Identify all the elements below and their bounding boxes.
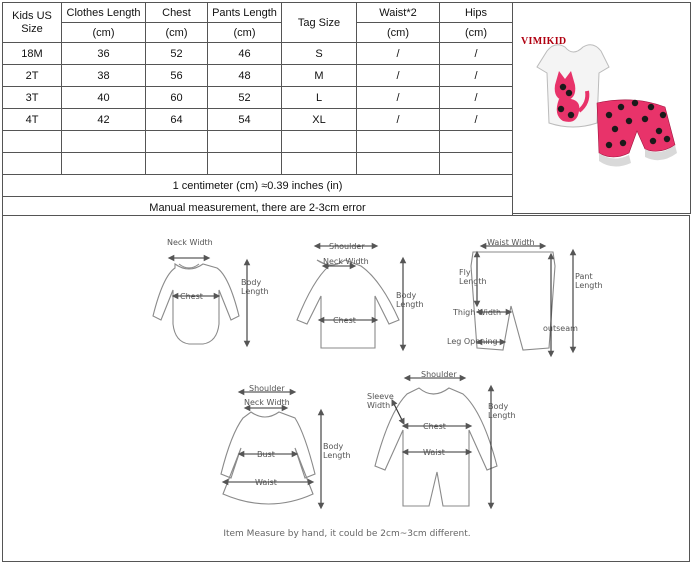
product-photo: [513, 2, 691, 214]
table-cell: 46: [208, 43, 282, 65]
table-cell: /: [440, 109, 513, 131]
pants-fly-label: Fly Length: [459, 268, 487, 286]
table-body: [3, 43, 513, 175]
table-row: [3, 87, 513, 109]
header-clothes-length: Clothes Length: [62, 3, 146, 23]
unit-pants-length: (cm): [208, 23, 282, 43]
header-pants-length: Pants Length: [208, 3, 282, 23]
shirt-shoulder-label: Shoulder: [329, 242, 365, 251]
polka-dot: [626, 118, 632, 124]
header-kids-us-size: Kids US Size: [3, 3, 62, 43]
unit-clothes-length: (cm): [62, 23, 146, 43]
table-cell: [440, 153, 513, 175]
polka-dot: [606, 112, 612, 118]
polka-dot: [660, 112, 666, 118]
table-cell: [282, 131, 357, 153]
table-cell: 2T: [3, 65, 62, 87]
table-cell: [62, 131, 146, 153]
table-cell: [146, 131, 208, 153]
table-cell: 54: [208, 109, 282, 131]
bodysuit-neck-label: Neck Width: [167, 238, 213, 247]
dress-shoulder-label: Shoulder: [249, 384, 285, 393]
pants-leg-label: Leg Opening: [447, 337, 498, 346]
polka-dot: [560, 84, 566, 90]
polka-dot: [568, 112, 574, 118]
table-cell: [208, 153, 282, 175]
polka-dot: [642, 116, 648, 122]
polka-dot: [632, 100, 638, 106]
polka-dot: [558, 106, 564, 112]
bodysuit-length-label: Body Length: [241, 278, 269, 296]
polka-dot: [612, 126, 618, 132]
dress-diagram: [221, 392, 321, 506]
polka-dot: [620, 140, 626, 146]
table-cell: /: [440, 65, 513, 87]
table-cell: 38: [62, 65, 146, 87]
table-cell: [62, 153, 146, 175]
table-cell: L: [282, 87, 357, 109]
dress-neck-label: Neck Width: [244, 398, 290, 407]
polka-dot: [566, 90, 572, 96]
header-chest: Chest: [146, 3, 208, 23]
romper-length-label: Body Length: [488, 402, 516, 420]
table-cell: 3T: [3, 87, 62, 109]
pants-outseam-label: outseam: [543, 324, 578, 333]
conversion-note: 1 centimeter (cm) ≈0.39 inches (in): [3, 175, 513, 197]
romper-shoulder-label: Shoulder: [421, 370, 457, 379]
polka-dot: [618, 104, 624, 110]
table-cell: 52: [208, 87, 282, 109]
table-cell: 40: [62, 87, 146, 109]
table-row: [3, 65, 513, 87]
romper-chest-label: Chest: [423, 422, 446, 431]
shirt-length-label: Body Length: [396, 291, 424, 309]
table-cell: M: [282, 65, 357, 87]
dress-bust-label: Bust: [257, 450, 275, 459]
dress-length-label: Body Length: [323, 442, 351, 460]
bodysuit-diagram: [153, 258, 247, 344]
header-tag-size: Tag Size: [282, 3, 357, 43]
table-row: [3, 153, 513, 175]
table-cell: S: [282, 43, 357, 65]
table-cell: /: [357, 43, 440, 65]
outfit-image: [513, 3, 691, 215]
romper-waist-label: Waist: [423, 448, 445, 457]
pants-length-label: Pant Length: [575, 272, 603, 290]
shirt-neck-label: Neck Width: [323, 257, 369, 266]
table-cell: 42: [62, 109, 146, 131]
table-cell: /: [440, 43, 513, 65]
table-row: [3, 131, 513, 153]
header-hips: Hips: [440, 3, 513, 23]
table-cell: 4T: [3, 109, 62, 131]
table-cell: 60: [146, 87, 208, 109]
shirt-chest-label: Chest: [333, 316, 356, 325]
table-cell: 36: [62, 43, 146, 65]
pants-waist-label: Waist Width: [487, 238, 535, 247]
polka-dot: [648, 104, 654, 110]
unit-chest: (cm): [146, 23, 208, 43]
table-cell: [146, 153, 208, 175]
table-cell: [3, 131, 62, 153]
table-row: [3, 43, 513, 65]
table-cell: /: [440, 87, 513, 109]
table-cell: XL: [282, 109, 357, 131]
garment-diagrams: [3, 216, 691, 563]
table-cell: 52: [146, 43, 208, 65]
table-cell: [440, 131, 513, 153]
bodysuit-chest-label: Chest: [180, 292, 203, 301]
unit-hips: (cm): [440, 23, 513, 43]
header-waist: Waist*2: [357, 3, 440, 23]
table-cell: [282, 153, 357, 175]
polka-dot: [650, 138, 656, 144]
pants-thigh-label: Thigh Width: [453, 308, 502, 317]
table-cell: 18M: [3, 43, 62, 65]
romper-sleeve-label: Sleeve Width: [367, 392, 394, 410]
size-chart-table: [2, 2, 513, 219]
table-cell: 64: [146, 109, 208, 131]
guide-note: Item Measure by hand, it could be 2cm~3cm different.: [223, 529, 471, 539]
shorts-shape: [597, 100, 675, 157]
polka-dot: [606, 142, 612, 148]
table-cell: [357, 153, 440, 175]
brand-label: VIMIKID: [521, 36, 567, 47]
table-cell: [3, 153, 62, 175]
polka-dot: [656, 128, 662, 134]
table-cell: [357, 131, 440, 153]
dress-waist-label: Waist: [255, 478, 277, 487]
table-cell: 56: [146, 65, 208, 87]
error-note: Manual measurement, there are 2-3cm error: [3, 197, 513, 219]
polka-dot: [664, 136, 670, 142]
table-cell: /: [357, 65, 440, 87]
table-cell: /: [357, 109, 440, 131]
unit-waist: (cm): [357, 23, 440, 43]
table-cell: [208, 131, 282, 153]
table-cell: /: [357, 87, 440, 109]
table-cell: 48: [208, 65, 282, 87]
measurement-guide: [2, 215, 690, 562]
table-row: [3, 109, 513, 131]
